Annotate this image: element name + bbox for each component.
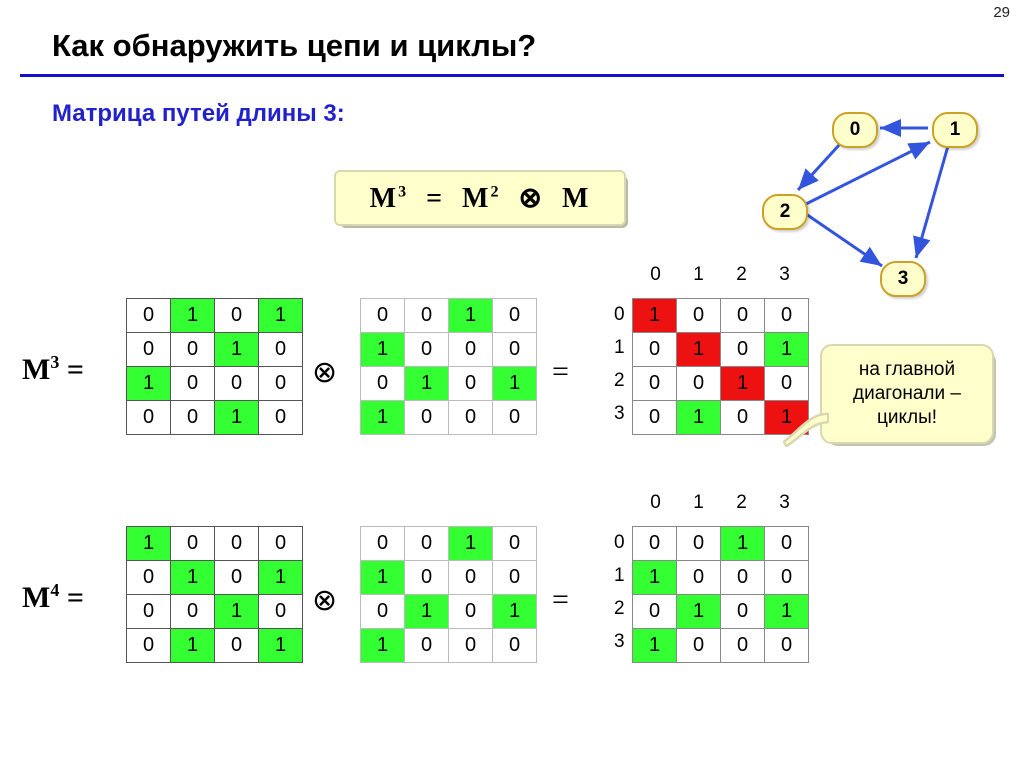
m4-row-header: 3 [614, 631, 625, 652]
matrix-row [361, 595, 537, 629]
matrix-cell: 0 [721, 401, 765, 435]
m4-result-matrix [632, 526, 809, 663]
m4-col-header: 3 [779, 492, 790, 513]
matrix-cell: 0 [361, 595, 405, 629]
matrix-row [633, 299, 809, 333]
matrix-cell: 0 [493, 527, 537, 561]
matrix-cell: 0 [449, 629, 493, 663]
callout-line: на главной [858, 359, 956, 381]
matrix-row [127, 629, 303, 663]
matrix-cell: 1 [405, 367, 449, 401]
matrix-row [127, 367, 303, 401]
matrix-cell: 1 [171, 561, 215, 595]
m4-left-matrix [126, 526, 303, 663]
matrix-cell: 0 [171, 333, 215, 367]
matrix-cell: 1 [765, 401, 809, 435]
matrix-cell: 0 [127, 401, 171, 435]
matrix-cell: 1 [259, 629, 303, 663]
matrix-cell: 0 [127, 299, 171, 333]
matrix-cell: 0 [493, 401, 537, 435]
callout-line: диагонали – [853, 383, 961, 405]
matrix-cell: 1 [361, 629, 405, 663]
matrix-cell: 1 [215, 595, 259, 629]
matrix-cell: 0 [633, 595, 677, 629]
matrix-cell: 1 [259, 561, 303, 595]
matrix-row [361, 367, 537, 401]
matrix-row [361, 629, 537, 663]
matrix-row [127, 561, 303, 595]
m4-row-header: 1 [614, 565, 625, 586]
matrix-cell: 0 [677, 561, 721, 595]
matrix-cell: 0 [405, 527, 449, 561]
matrix-row [127, 333, 303, 367]
matrix-cell: 1 [677, 595, 721, 629]
graph-node-1[interactable] [932, 112, 978, 148]
matrix-row [361, 299, 537, 333]
matrix-cell: 1 [259, 299, 303, 333]
matrix-cell: 1 [765, 333, 809, 367]
graph-node-3[interactable] [880, 261, 926, 297]
m4-col-header: 0 [650, 492, 661, 513]
matrix-cell: 0 [721, 629, 765, 663]
title-divider [20, 74, 1004, 77]
matrix-cell: 0 [677, 367, 721, 401]
matrix-cell: 1 [633, 561, 677, 595]
matrix-row [361, 401, 537, 435]
matrix-cell: 0 [721, 333, 765, 367]
matrix-cell: 0 [171, 527, 215, 561]
m4-op-symbol: ⊗ [312, 584, 338, 617]
matrix-row [633, 561, 809, 595]
matrix-cell: 1 [171, 299, 215, 333]
matrix-cell: 0 [633, 401, 677, 435]
matrix-cell: 1 [765, 595, 809, 629]
matrix-cell: 1 [677, 401, 721, 435]
m4-label: $M^4$ = [22, 580, 84, 614]
matrix-cell: 1 [127, 367, 171, 401]
matrix-row [361, 333, 537, 367]
m3-col-header: 3 [779, 264, 790, 285]
matrix-cell: 0 [677, 527, 721, 561]
matrix-cell: 0 [449, 561, 493, 595]
matrix-cell: 0 [259, 595, 303, 629]
graph-node-label: 0 [849, 119, 861, 140]
matrix-cell: 0 [127, 595, 171, 629]
matrix-row [361, 561, 537, 595]
matrix-cell: 0 [361, 527, 405, 561]
graph-node-2[interactable] [762, 194, 808, 230]
matrix-cell: 0 [633, 527, 677, 561]
matrix-cell: 0 [127, 333, 171, 367]
matrix-cell: 0 [361, 299, 405, 333]
matrix-cell: 0 [765, 629, 809, 663]
matrix-cell: 0 [493, 299, 537, 333]
matrix-cell: 1 [127, 527, 171, 561]
matrix-cell: 0 [493, 629, 537, 663]
matrix-cell: 0 [259, 401, 303, 435]
matrix-row [361, 527, 537, 561]
matrix-cell: 0 [721, 561, 765, 595]
matrix-cell: 0 [127, 629, 171, 663]
subtitle: Матрица путей длины 3: [52, 100, 345, 127]
matrix-row [127, 299, 303, 333]
matrix-cell: 0 [449, 595, 493, 629]
m4-equals-symbol: = [552, 583, 569, 616]
matrix-row [633, 367, 809, 401]
matrix-cell: 1 [677, 333, 721, 367]
matrix-cell: 1 [449, 299, 493, 333]
matrix-cell: 1 [493, 367, 537, 401]
m3-col-headers [634, 264, 806, 286]
m4-col-header: 2 [736, 492, 747, 513]
matrix-cell: 0 [405, 629, 449, 663]
matrix-row [633, 333, 809, 367]
matrix-cell: 0 [361, 367, 405, 401]
m4-col-header: 1 [693, 492, 704, 513]
matrix-cell: 0 [171, 595, 215, 629]
m3-row-headers [614, 298, 625, 430]
matrix-cell: 1 [633, 299, 677, 333]
m4-col-headers [634, 492, 806, 514]
matrix-cell: 1 [493, 595, 537, 629]
m3-row-header: 1 [614, 337, 625, 358]
matrix-cell: 0 [215, 527, 259, 561]
matrix-cell: 0 [721, 299, 765, 333]
m3-left-matrix [126, 298, 303, 435]
matrix-cell: 0 [633, 333, 677, 367]
matrix-cell: 0 [215, 299, 259, 333]
matrix-cell: 0 [765, 367, 809, 401]
matrix-cell: 1 [721, 367, 765, 401]
matrix-cell: 1 [361, 561, 405, 595]
matrix-row [633, 595, 809, 629]
graph-node-label: 1 [949, 119, 961, 140]
matrix-row [127, 401, 303, 435]
m3-col-header: 0 [650, 264, 661, 285]
m3-middle-matrix [360, 298, 537, 435]
m3-row-header: 2 [614, 370, 625, 391]
matrix-cell: 1 [171, 629, 215, 663]
matrix-cell: 1 [215, 333, 259, 367]
m3-row-header: 3 [614, 403, 625, 424]
matrix-cell: 0 [405, 401, 449, 435]
matrix-cell: 1 [633, 629, 677, 663]
formula-text: $M^3 = M^2$ ⊗ M [369, 183, 591, 214]
matrix-cell: 0 [633, 367, 677, 401]
matrix-cell: 1 [215, 401, 259, 435]
matrix-cell: 0 [405, 299, 449, 333]
matrix-cell: 0 [215, 629, 259, 663]
matrix-cell: 0 [449, 367, 493, 401]
m4-row-header: 0 [614, 532, 625, 553]
matrix-cell: 0 [215, 561, 259, 595]
matrix-cell: 1 [449, 527, 493, 561]
matrix-row [633, 527, 809, 561]
matrix-cell: 0 [259, 367, 303, 401]
matrix-row [127, 527, 303, 561]
graph-node-label: 2 [779, 201, 791, 222]
matrix-cell: 0 [677, 629, 721, 663]
slide-number: 29 [993, 4, 1010, 21]
matrix-cell: 1 [405, 595, 449, 629]
matrix-cell: 0 [765, 527, 809, 561]
m4-middle-matrix [360, 526, 537, 663]
matrix-cell: 0 [765, 561, 809, 595]
m3-col-header: 1 [693, 264, 704, 285]
matrix-cell: 0 [259, 527, 303, 561]
matrix-cell: 0 [677, 299, 721, 333]
m3-equals-symbol: = [552, 355, 569, 388]
m3-op-symbol: ⊗ [312, 356, 338, 389]
callout-tail [780, 408, 840, 458]
matrix-cell: 0 [449, 401, 493, 435]
matrix-row [633, 629, 809, 663]
matrix-cell: 0 [171, 367, 215, 401]
m4-row-headers [614, 526, 625, 658]
matrix-cell: 0 [765, 299, 809, 333]
matrix-cell: 0 [493, 333, 537, 367]
m3-label: $M^3$ = [22, 352, 84, 386]
matrix-cell: 0 [259, 333, 303, 367]
matrix-cell: 0 [721, 595, 765, 629]
m3-col-header: 2 [736, 264, 747, 285]
matrix-cell: 0 [405, 561, 449, 595]
graph-node-0[interactable] [832, 112, 878, 148]
matrix-cell: 1 [361, 333, 405, 367]
page-title: Как обнаружить цепи и циклы? [52, 28, 537, 63]
formula-box [334, 170, 626, 226]
callout-box [820, 344, 994, 444]
m3-row-header: 0 [614, 304, 625, 325]
m4-row-header: 2 [614, 598, 625, 619]
matrix-cell: 0 [405, 333, 449, 367]
matrix-cell: 1 [721, 527, 765, 561]
matrix-cell: 0 [127, 561, 171, 595]
matrix-cell: 1 [361, 401, 405, 435]
matrix-cell: 0 [493, 561, 537, 595]
matrix-row [127, 595, 303, 629]
matrix-cell: 0 [171, 401, 215, 435]
graph-node-label: 3 [897, 268, 909, 289]
matrix-cell: 0 [215, 367, 259, 401]
callout-line: циклы! [876, 406, 938, 428]
matrix-cell: 0 [449, 333, 493, 367]
